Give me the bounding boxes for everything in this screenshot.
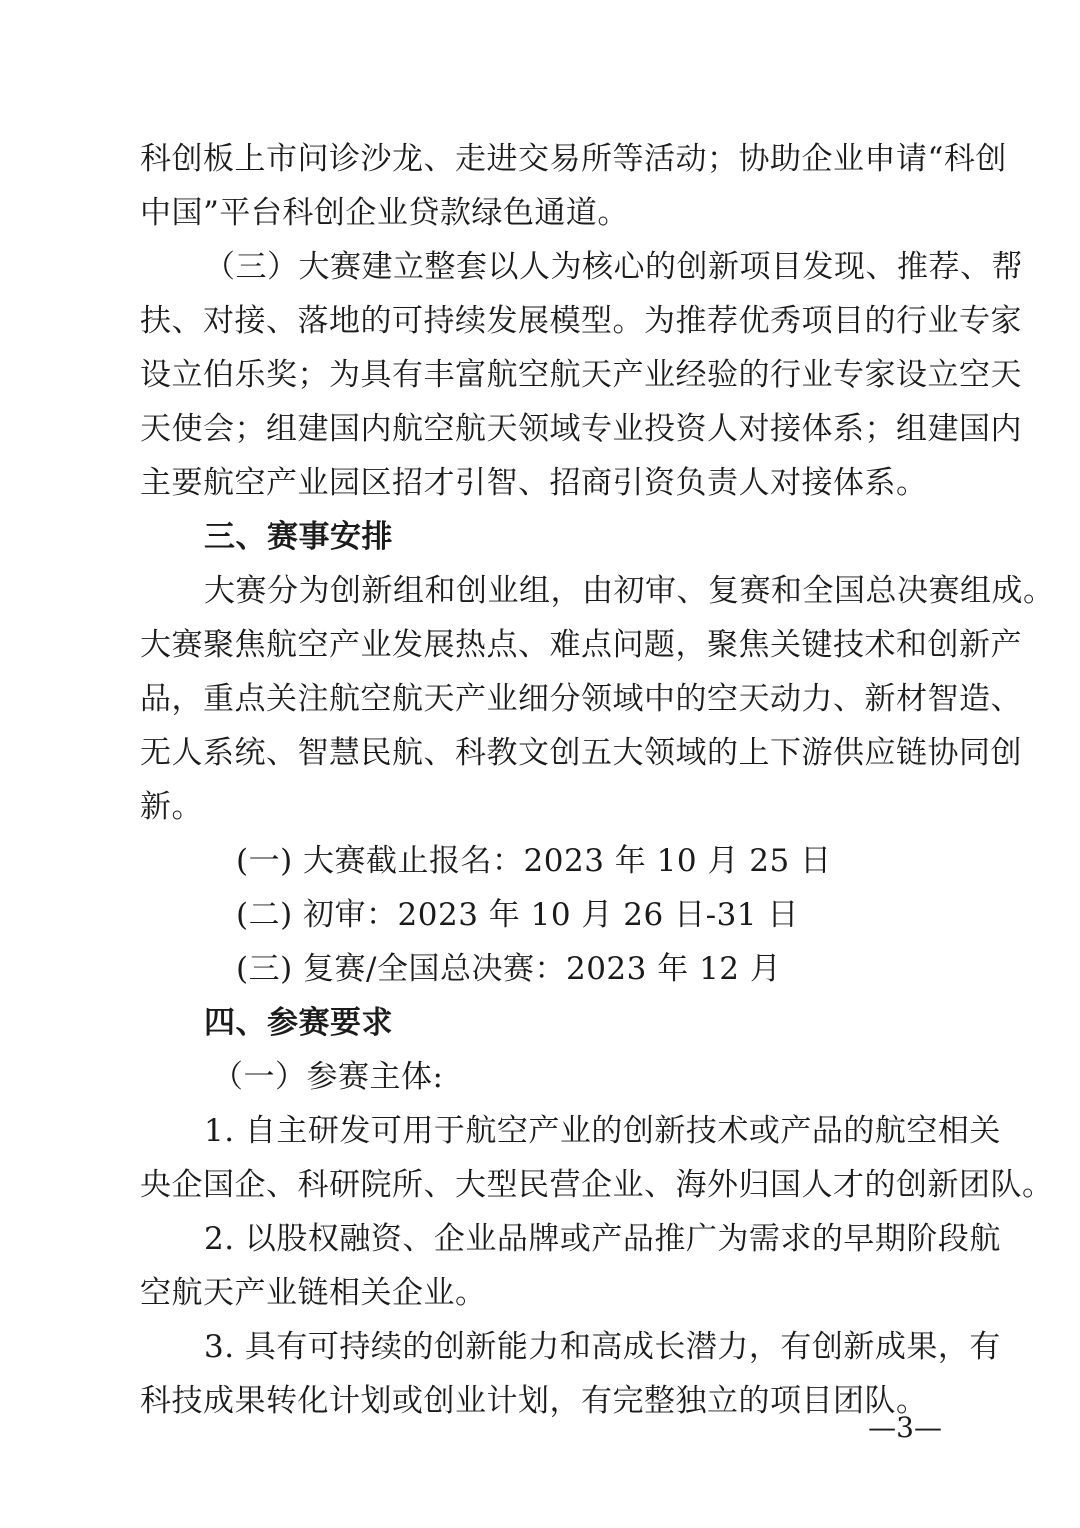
paragraph-line: 央企国企、科研院所、大型民营企业、海外归国人才的创新团队。 (140, 1167, 1054, 1203)
paragraph-line: 科技成果转化计划或创业计划，有完整独立的项目团队。 (140, 1383, 928, 1419)
schedule-item: (三) 复赛/全国总决赛：2023 年 12 月 (236, 951, 782, 987)
paragraph-line: 天使会；组建国内航空航天领域专业投资人对接体系；组建国内 (140, 411, 1022, 447)
section-heading: 三、赛事安排 (204, 519, 393, 555)
document-body (140, 132, 1055, 1428)
paragraph-line: 大赛分为创新组和创业组，由初审、复赛和全国总决赛组成。 (204, 573, 1055, 609)
paragraph-line: 中国”平台科创企业贷款绿色通道。 (140, 195, 629, 231)
schedule-item: (二) 初审：2023 年 10 月 26 日-31 日 (236, 897, 799, 933)
page-number: —3— (868, 1411, 942, 1444)
paragraph-line: 设立伯乐奖；为具有丰富航空航天产业经验的行业专家设立空天 (140, 357, 1022, 393)
paragraph-line: 空航天产业链相关企业。 (140, 1275, 487, 1311)
paragraph-line: （三）大赛建立整套以人为核心的创新项目发现、推荐、帮 (204, 249, 1023, 285)
paragraph-line: 主要航空产业园区招才引智、招商引资负责人对接体系。 (140, 465, 928, 501)
paragraph-line: 3. 具有可持续的创新能力和高成长潜力，有创新成果，有 (204, 1329, 1001, 1365)
schedule-item: (一) 大赛截止报名：2023 年 10 月 25 日 (236, 843, 832, 879)
section-heading: 四、参赛要求 (204, 1005, 393, 1041)
paragraph-line: 2. 以股权融资、企业品牌或产品推广为需求的早期阶段航 (204, 1221, 1001, 1257)
paragraph-line: 扶、对接、落地的可持续发展模型。为推荐优秀项目的行业专家 (140, 303, 1022, 339)
paragraph-line: 新。 (140, 789, 203, 825)
paragraph-line: 无人系统、智慧民航、科教文创五大领域的上下游供应链协同创 (140, 735, 1022, 771)
paragraph-line: 品，重点关注航空航天产业细分领域中的空天动力、新材智造、 (140, 681, 1022, 717)
paragraph-line: 1. 自主研发可用于航空产业的创新技术或产品的航空相关 (204, 1113, 1001, 1149)
paragraph-line: 大赛聚焦航空产业发展热点、难点问题，聚焦关键技术和创新产 (140, 627, 1022, 663)
subsection-heading: （一）参赛主体: (212, 1059, 444, 1095)
paragraph-line: 科创板上市问诊沙龙、走进交易所等活动；协助企业申请“科创 (140, 141, 1007, 177)
